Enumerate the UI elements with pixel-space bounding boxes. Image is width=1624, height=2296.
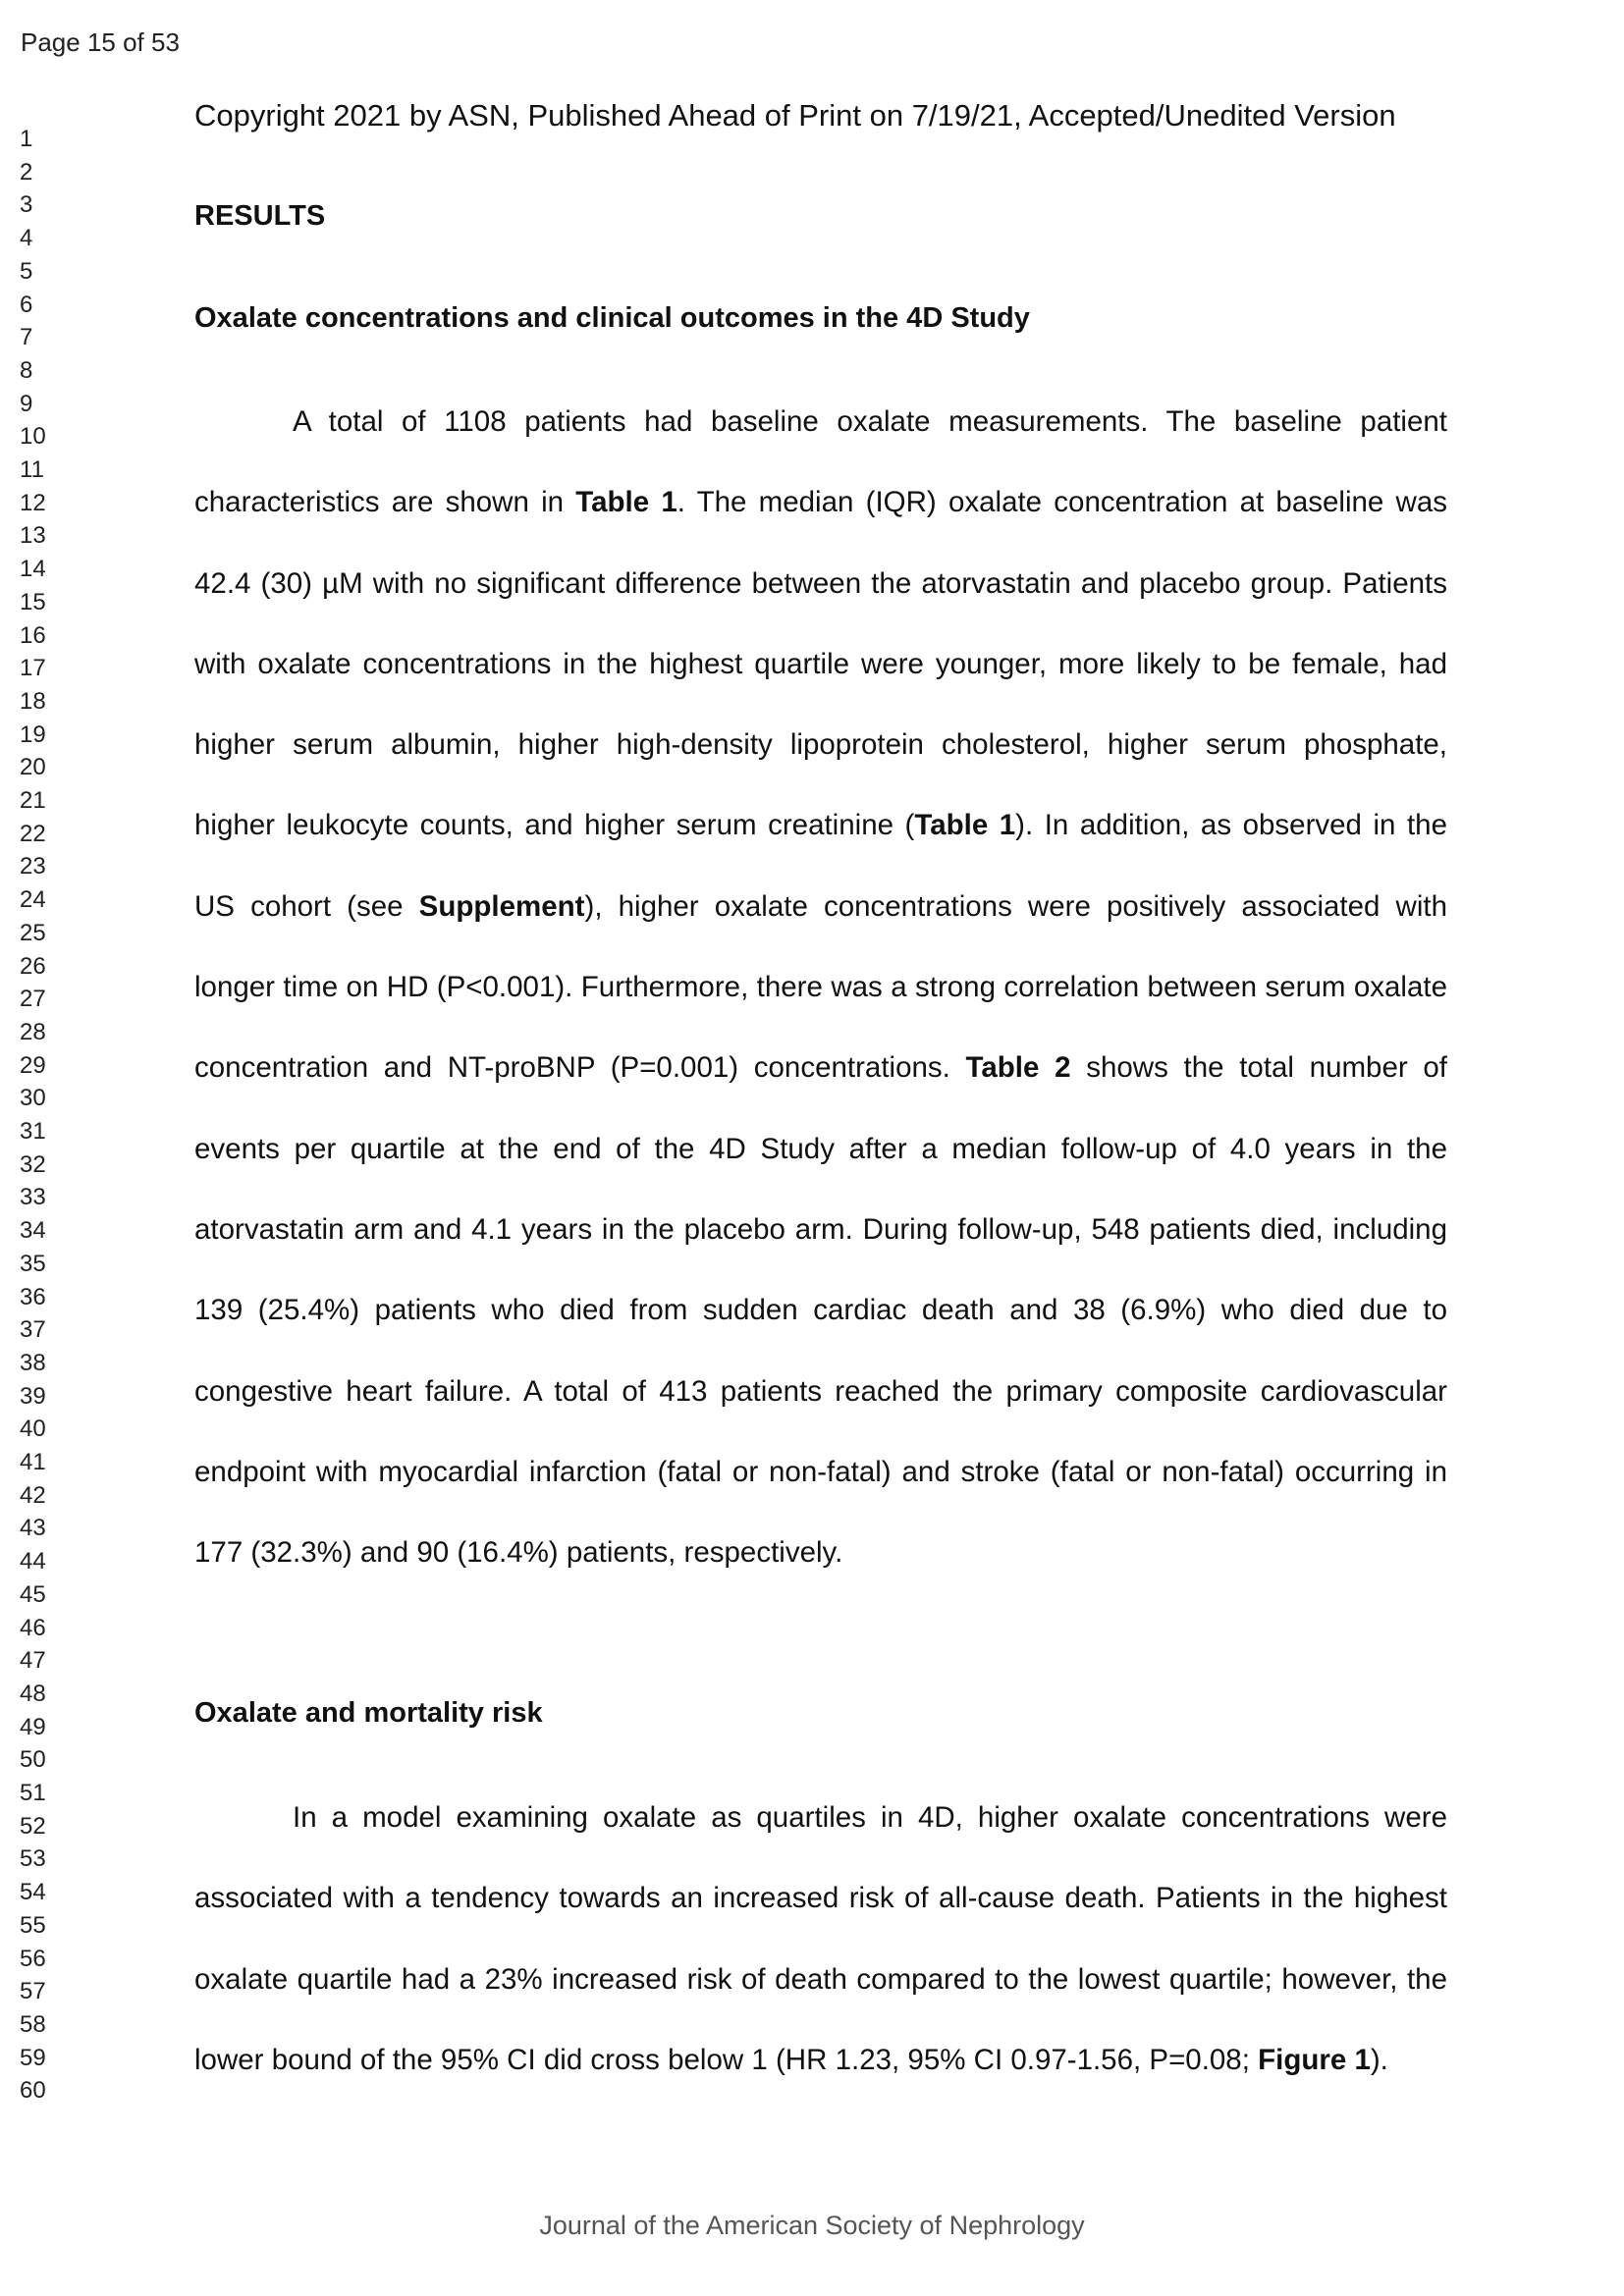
line-number: 39: [20, 1382, 46, 1410]
line-number: 47: [20, 1647, 46, 1675]
line-number: 36: [20, 1283, 46, 1310]
line-number: 31: [20, 1118, 46, 1145]
line-number: 46: [20, 1614, 46, 1641]
line-number: 49: [20, 1713, 46, 1740]
line-number: 29: [20, 1051, 46, 1079]
line-number: 34: [20, 1217, 46, 1245]
line-number: 45: [20, 1580, 46, 1608]
line-number: 28: [20, 1018, 46, 1045]
line-number: 42: [20, 1481, 46, 1509]
line-number: 14: [20, 556, 46, 583]
paragraph-text: . The median (IQR) oxalate concentration at baseline was 42.4 (30) µM with no significant difference between the atorvastatin and placebo group. Patients with oxalate concentrations in the highest quartile were younger, more likely to be female, had higher serum albumin, higher high-density lipoprotein cholesterol, higher serum phosphate, higher leukocyte counts, and higher serum creatinine (: [194, 486, 1448, 842]
paragraph-text: ). In addition, as observed in the US cohort (see: [194, 809, 1447, 923]
paragraph-text: A total of 1108 patients had baseline oxalate measurements. The baseline patient characteristics are shown in: [194, 405, 1447, 519]
paragraph-text: ).: [1370, 2043, 1388, 2076]
line-number: 9: [20, 390, 33, 417]
line-number: 37: [20, 1316, 46, 1344]
line-number: 48: [20, 1680, 46, 1707]
line-number: 1: [20, 126, 33, 152]
line-number: 2: [20, 158, 33, 186]
page-label: Page 15 of 53: [21, 27, 180, 57]
figure-1-reference: Figure 1: [1258, 2043, 1371, 2076]
paragraph-oxalate-outcomes: [194, 382, 1447, 1593]
table-2-reference: Table 2: [965, 1051, 1071, 1085]
line-number: 7: [20, 324, 33, 351]
line-number: 43: [20, 1515, 46, 1542]
journal-footer: Journal of the American Society of Nephrology: [539, 2211, 1085, 2240]
line-number: 30: [20, 1085, 46, 1112]
line-number: 21: [20, 787, 46, 814]
line-number: 19: [20, 721, 46, 748]
paragraph-mortality-risk: [194, 1778, 1447, 2101]
line-number: 26: [20, 952, 46, 980]
line-number: 16: [20, 621, 46, 649]
line-number: 56: [20, 1945, 46, 1972]
line-number: 57: [20, 1978, 46, 2005]
line-number: 27: [20, 986, 46, 1013]
copyright-notice: Copyright 2021 by ASN, Published Ahead of Print on 7/19/21, Accepted/Unedited Version: [194, 98, 1396, 133]
line-number: 15: [20, 588, 46, 615]
line-number: 23: [20, 853, 46, 881]
line-number: 6: [20, 291, 33, 318]
line-number: 8: [20, 356, 33, 384]
line-number: 35: [20, 1250, 46, 1277]
table-1-reference: Table 1: [575, 486, 677, 519]
line-number: 41: [20, 1449, 46, 1475]
line-number: 5: [20, 257, 33, 285]
line-number: 22: [20, 820, 46, 847]
line-number: 32: [20, 1150, 46, 1178]
paragraph-text: shows the total number of events per quartile at the end of the 4D Study after a median follow-up of 4.0 years in the atorvastatin arm and 4.1 years in the placebo arm. During follow-up, 548 patients died, including 139 (25.4%) patients who died from sudden cardiac death and 38 (6.9%) who died due to congestive heart failure. A total of 413 patients reached the primary composite cardiovascular endpoint with myocardial infarction (fatal or non-fatal) and stroke (fatal or non-fatal) occurring in 177 (32.3%) and 90 (16.4%) patients, respectively.: [194, 1051, 1447, 1570]
paragraph-text: ), higher oxalate concentrations were positively associated with longer time on HD (P<0.001). Furthermore, there was a strong correlation between serum oxalate concentration and NT-proBNP (P=0.001) concentrations.: [194, 889, 1447, 1085]
line-number: 4: [20, 225, 33, 252]
line-number: 18: [20, 687, 46, 715]
line-number: 20: [20, 754, 46, 781]
line-number: 58: [20, 2010, 46, 2038]
supplement-reference: Supplement: [418, 889, 585, 923]
subsection-title-oxalate-outcomes: Oxalate concentrations and clinical outcomes in the 4D Study: [194, 302, 1030, 334]
line-number: 59: [20, 2044, 46, 2071]
line-number: 54: [20, 1879, 46, 1906]
line-number: 12: [20, 489, 46, 516]
line-number: 13: [20, 522, 46, 550]
line-number: 52: [20, 1812, 46, 1840]
line-number: 40: [20, 1415, 46, 1443]
section-title: RESULTS: [194, 200, 326, 232]
line-number: 38: [20, 1349, 46, 1376]
paragraph-text: In a model examining oxalate as quartiles in 4D, higher oxalate concentrations were associated with a tendency towards an increased risk of all-cause death. Patients in the highest oxalate quartile had a 23% increased risk of death compared to the lowest quartile; however, the lower bound of the 95% CI did cross below 1 (HR 1.23, 95% CI 0.97-1.56, P=0.08;: [194, 1801, 1447, 2076]
line-number: 60: [20, 2077, 46, 2105]
line-number: 10: [20, 423, 46, 451]
line-number: 53: [20, 1845, 46, 1873]
line-number: 50: [20, 1746, 46, 1774]
line-number: 17: [20, 655, 46, 682]
line-number: 55: [20, 1911, 46, 1939]
line-number: 11: [20, 456, 44, 483]
line-number: 44: [20, 1548, 46, 1575]
line-number: 3: [20, 191, 33, 219]
table-1-reference: Table 1: [914, 809, 1016, 842]
line-number: 33: [20, 1184, 46, 1211]
line-number: 24: [20, 886, 46, 914]
subsection-title-mortality-risk: Oxalate and mortality risk: [194, 1697, 543, 1729]
line-number: 51: [20, 1780, 46, 1806]
line-number: 25: [20, 919, 46, 946]
